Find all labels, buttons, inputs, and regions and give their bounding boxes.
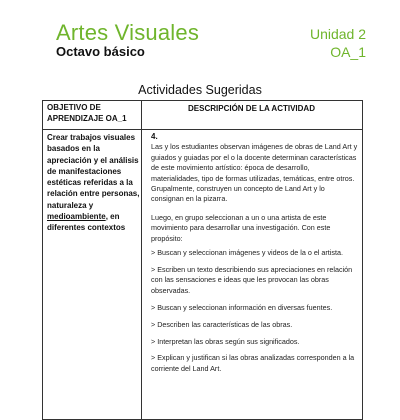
activity-bullet: > Buscan y seleccionan información en diversas fuentes. [151,302,333,312]
objective-text-part1: Crear trabajos visuales basados en la apreciación y el análisis de manifestaciones estéticas referidas a la relación entre personas, naturaleza y [47,133,140,210]
activity-table [42,100,363,420]
objective-text-part2: , en diferentes contextos [47,212,126,233]
activity-bullet: > Escriben un texto describiendo sus apreciaciones en relación con las sensaciones e ideas que les provocan las obras observadas. [151,264,353,295]
activity-description [151,132,359,381]
grade-subtitle: Octavo básico [56,44,145,59]
activity-bullet: > Explican y justifican si las obras analizadas corresponden a la corriente del Land Art. [151,353,355,373]
activity-bullet: > Interpretan las obras según sus significados. [151,336,300,346]
subject-title: Artes Visuales [56,20,200,45]
section-title: Actividades Sugeridas [138,83,262,97]
oa-label: OA_1 [330,44,366,60]
objective-underlined-word: medioambiente [47,212,106,222]
description-column-header: DESCRIPCIÓN DE LA ACTIVIDAD [188,104,315,113]
activity-number: 4. [151,132,158,141]
objective-column-header: OBJETIVO DE APRENDIZAJE OA_1 [47,103,127,123]
activity-paragraph-1: Las y los estudiantes observan imágenes de obras de Land Art y guiados y guiadas por el o la docente determinan características de este movimiento artístico: época de desarrollo, materialidades, tipo de formas utilizadas, temáticas, entre otros. Grupalmente, construyen un concepto de Land Art y lo consignan en la pizarra. [151,142,358,204]
unit-label: Unidad 2 [309,26,366,42]
activity-paragraph-2: Luego, en grupo seleccionan a un o una artista de este movimiento para desarrollar una investigación. Con este propósito: [151,212,331,243]
learning-objective-text [47,132,141,234]
column-divider [141,101,142,419]
activity-bullet: > Describen las características de las obras. [151,319,293,329]
activity-bullet: > Buscan y seleccionan imágenes y videos de la o el artista. [151,248,343,258]
header-divider [43,129,362,130]
